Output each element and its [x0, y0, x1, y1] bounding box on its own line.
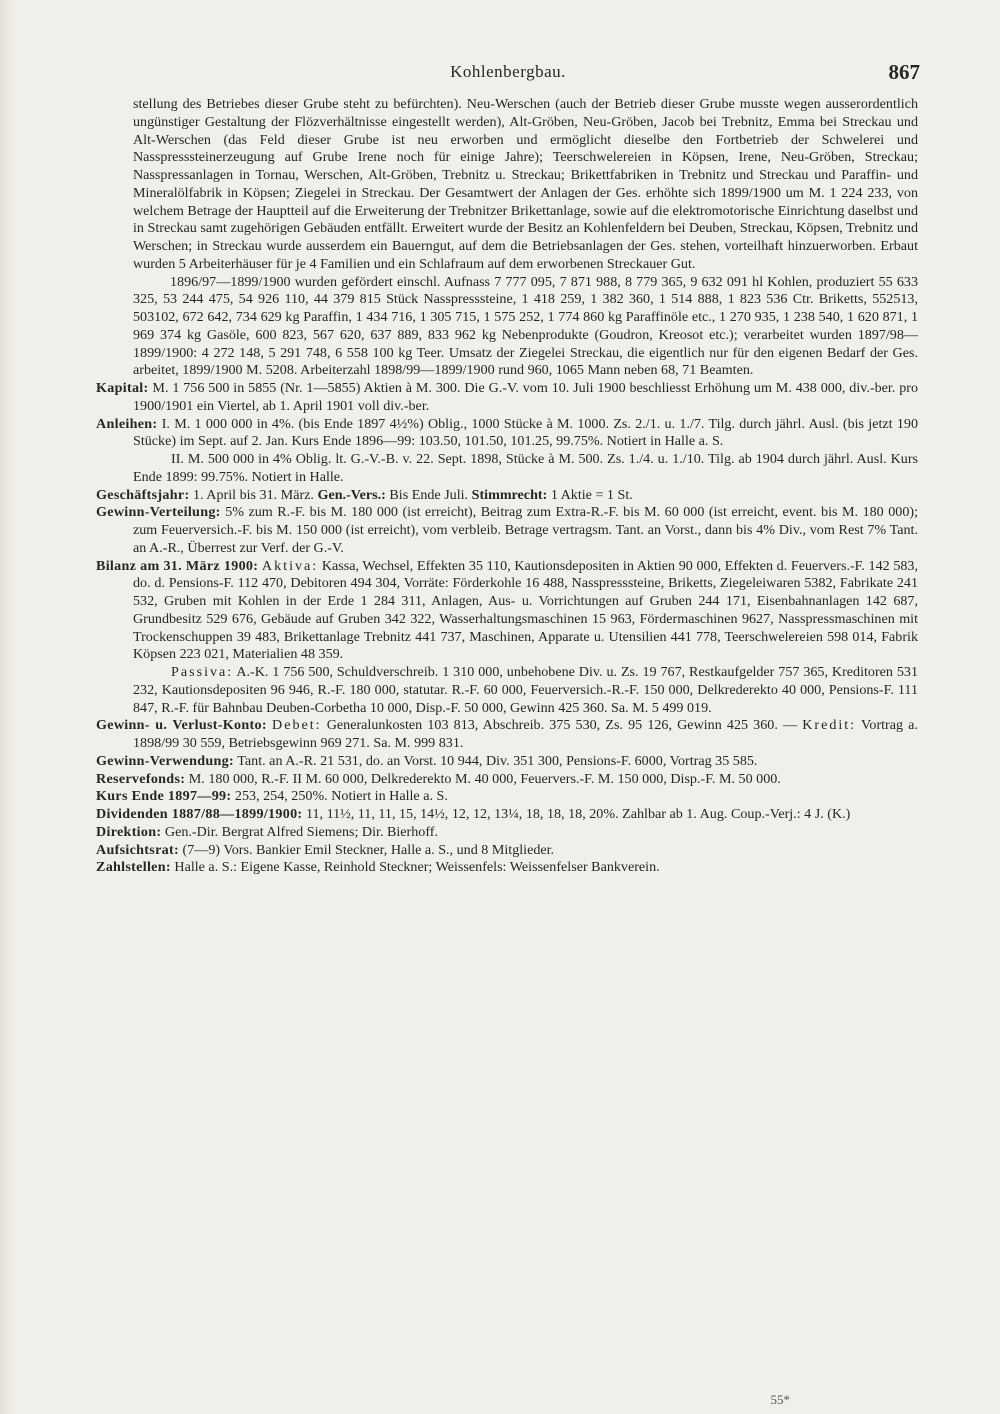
entry-kapital — [96, 380, 918, 416]
label-gewinn-verteilung: Gewinn-Verteilung: — [96, 504, 221, 521]
label-gen-vers: Gen.-Vers.: — [317, 486, 386, 503]
text-kurs: 253, 254, 250%. Notiert in Halle a. S. — [234, 788, 448, 805]
entry-geschaeftsjahr — [96, 487, 918, 505]
running-title: Kohlenbergbau. — [450, 62, 566, 81]
text-zahlstellen: Halle a. S.: Eigene Kasse, Reinhold Steckner; Weissenfels: Weissenfelser Bankverein. — [174, 859, 660, 876]
text-kapital: M. 1 756 500 in 5855 (Nr. 1—5855) Aktien à M. 300. Die G.-V. vom 10. Juli 1900 beschliesst Erhöhung um M. 438 000, div.-ber. pro 1900/1901 ein Viertel, ab 1. April 1901 voll div.-ber. — [133, 380, 918, 414]
label-gewinn-konto: Gewinn- u. Verlust-Konto: — [96, 717, 267, 734]
text-dividenden: 11, 11½, 11, 11, 15, 14½, 12, 12, 13¼, 18, 18, 18, 20%. Zahlbar ab 1. Aug. Coup.-Verj.: 4 J. (K.) — [305, 806, 851, 822]
label-aufsichtsrat: Aufsichtsrat: — [96, 841, 179, 858]
text-reservefonds: M. 180 000, R.-F. II M. 60 000, Delkrederekto M. 40 000, Feuervers.-F. M. 150 000, Disp.-F. M. 50 000. — [188, 770, 781, 787]
text-aufsichtsrat: (7—9) Vors. Bankier Emil Steckner, Halle a. S., und 8 Mitglieder. — [182, 841, 555, 858]
text-passiva: A.-K. 1 756 500, Schuldverschreib. 1 310 000, unbehobene Div. u. Zs. 19 767, Restkaufgelder 757 365, Kreditoren 531 232, Kautionsdepositen 96 946, R.-F. 180 000, statutar. R.-F. 60 000, Feuerversich.-R.-F. 150 000, Delkrederekto 40 000, Pensions-F. 111 847, R.-F. für Bahnbau Deuben-Corbetha 10 000, Disp.-F. 50 000, Gewinn 425 360. Sa. M. 5 499 019. — [133, 664, 918, 716]
label-anleihen: Anleihen: — [96, 415, 158, 432]
entry-passiva — [96, 664, 918, 717]
page-edge — [0, 0, 14, 1414]
text-gewinn-verwendung: Tant. an A.-R. 21 531, do. an Vorst. 10 944, Div. 351 300, Pensions-F. 6000, Vortrag 35 585. — [237, 752, 758, 769]
label-aktiva: Aktiva: — [261, 557, 319, 574]
entry-reservefonds — [96, 771, 918, 789]
text-gen-vers: Bis Ende Juli. — [389, 486, 469, 503]
label-kredit: Kredit: — [802, 717, 857, 734]
page-number: 867 — [888, 60, 920, 84]
page-body — [96, 96, 918, 877]
label-bilanz: Bilanz am 31. März 1900: — [96, 557, 259, 574]
entry-gewinn-verwendung — [96, 753, 918, 771]
entry-kurs — [96, 788, 918, 806]
label-dividenden: Dividenden 1887/88—1899/1900: — [96, 806, 303, 822]
entry-gewinn-verteilung — [96, 504, 918, 557]
intro-paragraph-1: stellung des Betriebes dieser Grube steht zu befürchten). Neu-Werschen (auch der Betrieb dieser Grube musste wegen ausserordentlich ungünstiger Gestaltung der Flözverhältnisse eingestellt werden), Alt-Gröben, Neu-Gröben, Jacob bei Trebnitz, Emma bei Streckau und Alt-Werschen (das Feld dieser Grube ist neu erworben und ermöglicht dieselbe den Fortbetrieb der Schwelerei und Nasspresssteinerzeugung auf Grube Irene noch für einige Jahre); Teerschwelereien in Köpsen, Irene, Neu-Gröben, Streckau; Nasspressanlagen in Tornau, Werschen, Alt-Gröben, Trebnitz u. Streckau; Brikettfabriken in Trebnitz und Streckau und Paraffin- und Mineralölfabrik in Köpsen; Ziegelei in Streckau. Der Gesamtwert der Anlagen der Ges. erhöhte sich 1899/1900 um M. 1 224 233, von welchem Betrage der Hauptteil auf die Erweiterung der Trebnitzer Brikettanlage, sowie auf die elektromotorische Einrichtung daselbst und in Streckau samt zugehörigen Gebäuden entfällt. Erweitert wurde der Besitz an Kohlenfeldern bei Deuben, Streckau, Köpsen, Trebnitz und Werschen; in Streckau wurde ausserdem ein Bauerngut, auf dem die Betriebsanlagen der Ges. stehen, vorteilhaft hinzuerworben. Erbaut wurden 5 Arbeiterhäuser für je 4 Familien und ein Schlafraum auf dem erworbenen Streckauer Gut. — [133, 96, 918, 272]
text-aktiva: Kassa, Wechsel, Effekten 35 110, Kautionsdepositen in Aktien 90 000, Effekten d. Feuervers.-F. 142 583, do. d. Pensions-F. 112 470, Debitoren 494 304, Vorräte: Förderkohle 16 488, Nasspresssteine, Briketts, Ziegeleiwaren 5382, Fabrikate 241 532, Gruben mit Kohlen in der Erde 1 284 311, Anlagen, Aus- u. Vorrichtungen auf Gruben 244 171, Eisenbahnanlagen 142 687, Grundbesitz 529 676, Gebäude auf Gruben 342 322, Wasserhaltungsmaschinen 15 963, Fördermaschinen 9627, Nasspressmaschinen mit Trockenschuppen 39 483, Brikettanlage Trebnitz 441 737, Maschinen, Apparate u. Utensilien 441 778, Teerschwelereien 598 014, Fabrik Köpsen 223 021, Materialien 48 359. — [133, 557, 918, 663]
text-direktion: Gen.-Dir. Bergrat Alfred Siemens; Dir. Bierhoff. — [164, 823, 439, 840]
entry-anleihen-2: II. M. 500 000 in 4% Oblig. lt. G.-V.-B. v. 22. Sept. 1898, Stücke à M. 500. Zs. 1./4. u. 1./10. Tilg. ab 1904 durch jährl. Ausl. Kurs Ende 1899: 99.75%. Notiert in Halle. — [133, 451, 918, 485]
label-geschaeftsjahr: Geschäftsjahr: — [96, 486, 190, 503]
label-zahlstellen: Zahlstellen: — [96, 859, 171, 876]
text-geschaeftsjahr: 1. April bis 31. März. — [192, 486, 314, 503]
label-debet: Debet: — [272, 717, 322, 734]
intro-paragraph-2: 1896/97—1899/1900 wurden gefördert einschl. Aufnass 7 777 095, 7 871 988, 8 779 365, 9 632 091 hl Kohlen, produziert 55 633 325, 53 244 475, 54 926 110, 44 379 815 Stück Nasspresssteine, 1 418 259, 1 382 360, 1 514 888, 1 823 536 Ctr. Briketts, 552513, 503102, 672 642, 734 629 kg Paraffin, 1 434 716, 1 305 715, 1 575 252, 1 774 860 kg Paraffinöle etc., 1 270 935, 1 238 540, 1 620 871, 1 969 374 kg Gasöle, 600 823, 567 620, 637 889, 833 962 kg Nebenprodukte (Goudron, Kreosot etc.); verarbeitet wurden 1897/98—1899/1900: 4 272 148, 5 291 748, 6 558 100 kg Teer. Umsatz der Ziegelei Streckau, die eigentlich nur für den eigenen Bedarf der Ges. arbeitet, 1899/1900 M. 5208. Arbeiterzahl 1898/99—1899/1900 rund 960, 1065 Mann neben 68, 71 Beamten. — [133, 273, 918, 379]
intro-section — [96, 96, 918, 380]
text-debet: Generalunkosten 103 813, Abschreib. 375 530, Zs. 95 126, Gewinn 425 360. — — [326, 717, 798, 734]
entry-bilanz — [96, 558, 918, 665]
entry-gewinn-konto — [96, 717, 918, 753]
label-kurs: Kurs Ende 1897—99: — [96, 788, 232, 805]
signature-mark: 55* — [770, 1392, 790, 1407]
entry-zahlstellen — [96, 859, 918, 877]
label-gewinn-verwendung: Gewinn-Verwendung: — [96, 752, 235, 769]
entry-aufsichtsrat — [96, 842, 918, 860]
label-stimmrecht: Stimmrecht: — [471, 486, 548, 503]
label-direktion: Direktion: — [96, 823, 162, 840]
text-anleihen-1: I. M. 1 000 000 in 4%. (bis Ende 1897 4½%) Oblig., 1000 Stücke à M. 1000. Zs. 2./1. u. 1./7. Tilg. durch jährl. Ausl. (bis jetzt 190 Stücke) im Sept. auf 2. Jan. Kurs Ende 1896—99: 103.50, 101.50, 101.25, 99.75%. Notiert in Halle a. S. — [133, 415, 918, 450]
label-kapital: Kapital: — [96, 380, 149, 396]
label-reservefonds: Reservefonds: — [96, 770, 186, 787]
text-gewinn-verteilung: 5% zum R.-F. bis M. 180 000 (ist erreicht), Beitrag zum Extra-R.-F. bis M. 60 000 (ist erreicht, event. bis M. 180 000); zum Feuerversich.-F. bis M. 150 000 (ist erreicht), vom verbleib. Betrage vertragsm. Tant. an Vorst., dann bis 4% Div., vom Rest 7% Tant. an A.-R., Überrest zur Verf. der G.-V. — [133, 504, 918, 556]
label-passiva: Passiva: — [171, 664, 234, 680]
entry-dividenden — [96, 806, 918, 824]
text-stimmrecht: 1 Aktie = 1 St. — [550, 486, 633, 503]
entry-direktion — [96, 824, 918, 842]
page-header — [96, 60, 920, 86]
text-kredit: Vortrag a. 1898/99 30 559, Betriebsgewinn 969 271. Sa. M. 999 831. — [133, 717, 918, 751]
entry-anleihen — [96, 416, 918, 452]
